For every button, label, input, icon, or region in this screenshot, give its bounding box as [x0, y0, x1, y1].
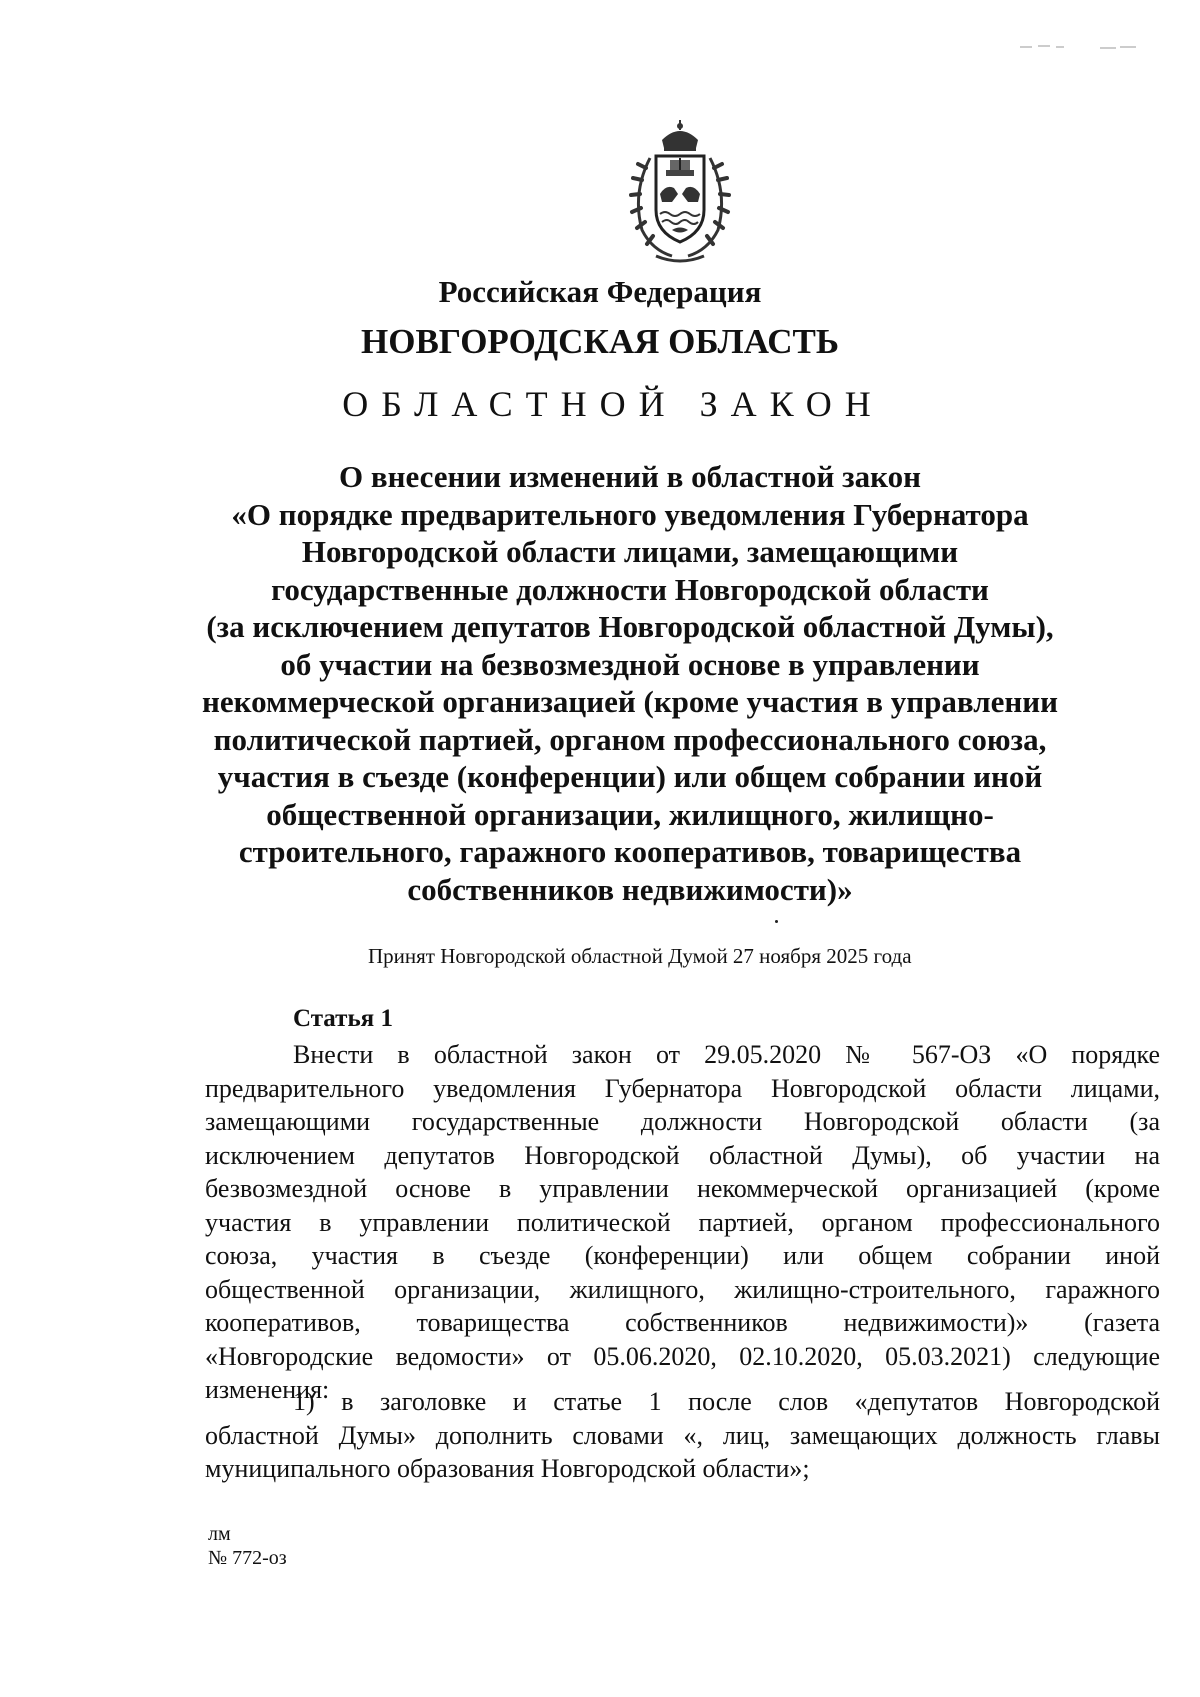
paragraph-line: союза, участия в съезде (конференции) или общем собрании иной	[205, 1241, 1160, 1270]
article-paragraph-2	[205, 1385, 1160, 1486]
article-heading: Статья 1	[293, 1005, 393, 1032]
paragraph-line: муниципального образования Новгородской области»;	[205, 1454, 810, 1483]
paragraph-line: изменения:	[205, 1375, 330, 1404]
paragraph-line: Внести в областной закон от 29.05.2020 № 567-ОЗ «О порядке	[293, 1040, 1160, 1069]
adoption-note: Принят Новгородской областной Думой 27 ноября 2025 года	[368, 944, 912, 968]
law-title-line: участия в съезде (конференции) или общем собрании иной	[217, 759, 1043, 794]
law-title-line: некоммерческой организацией (кроме участия в управлении	[202, 684, 1058, 719]
law-title-line: (за исключением депутатов Новгородской областной Думы),	[206, 609, 1054, 644]
paragraph-line: исключением депутатов Новгородской областной Думы), об участии на	[205, 1140, 1160, 1170]
paragraph-line: участия в управлении политической партией, органом профессионального	[205, 1207, 1160, 1237]
paragraph-line: общественной организации, жилищного, жилищно-строительного, гаражного	[205, 1274, 1160, 1304]
law-title-line: собственников недвижимости)»	[407, 871, 853, 907]
region-name: НОВГОРОДСКАЯ ОБЛАСТЬ	[361, 322, 839, 361]
law-title	[150, 458, 1110, 908]
law-title-line: общественной организации, жилищного, жилищно-	[266, 796, 994, 832]
paragraph-line: областной Думы» дополнить словами «, лиц, замещающих должность главы	[205, 1420, 1160, 1450]
law-title-line: «О порядке предварительного уведомления Губернатора	[231, 496, 1029, 532]
paragraph-line: предварительного уведомления Губернатора Новгородской области лицами,	[205, 1073, 1160, 1103]
paragraph-line: безвозмездной основе в управлении некоммерческой организацией (кроме	[205, 1174, 1160, 1203]
scan-artifact-marks	[1020, 40, 1140, 54]
paragraph-line: кооперативов, товарищества собственников недвижимости)» (газета	[205, 1308, 1160, 1337]
novgorod-coat-of-arms-icon	[620, 118, 740, 268]
law-title-line: О внесении изменений в областной закон	[339, 459, 921, 494]
paragraph-line: «Новгородские ведомости» от 05.06.2020, 02.10.2020, 05.03.2021) следующие	[205, 1341, 1160, 1371]
document-type: ОБЛАСТНОЙ ЗАКОН	[342, 384, 884, 424]
law-title-line: строительного, гаражного кооперативов, товарищества	[238, 834, 1022, 869]
document-code	[208, 1522, 287, 1570]
author-initials: лм	[208, 1523, 231, 1545]
article-paragraph-1	[205, 1038, 1160, 1407]
paragraph-line: 1) в заголовке и статье 1 после слов «депутатов Новгородской	[293, 1387, 1160, 1416]
law-title-line: государственные должности Новгородской области	[271, 571, 989, 607]
scan-dot	[775, 920, 778, 923]
document-number: № 772-оз	[208, 1547, 287, 1569]
law-title-line: политической партией, органом профессионального союза,	[213, 721, 1047, 757]
law-title-line: об участии на безвозмездной основе в управлении	[280, 646, 980, 682]
law-title-line: Новгородской области лицами, замещающими	[301, 534, 959, 569]
country-name: Российская Федерация	[438, 274, 762, 309]
paragraph-line: замещающими государственные должности Новгородской области (за	[205, 1107, 1160, 1136]
